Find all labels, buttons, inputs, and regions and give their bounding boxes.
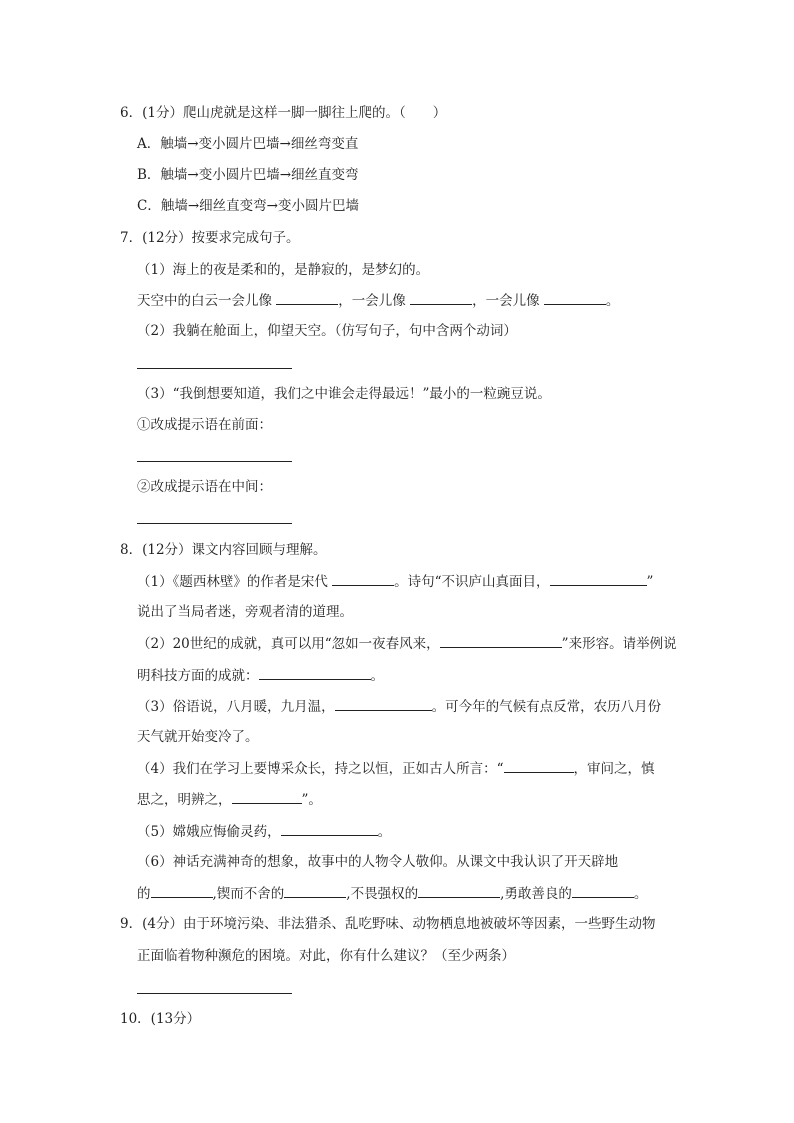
q8-p3-text-a: （3）俗语说，八月暖，九月温， [137, 699, 335, 715]
q6-option-a[interactable]: A．触墙→变小圆片巴墙→细丝弯变直 [137, 136, 359, 152]
q8-part-2-line-2 [137, 666, 384, 685]
q8-stem: 8．(12分）课文内容回顾与理解。 [120, 542, 327, 558]
q8-p4-text-d: ”。 [301, 792, 322, 808]
q8-p2-text-b: ”来形容。请举例说 [561, 636, 677, 652]
q7-sentence-3-a: ①改成提示语在前面： [137, 417, 272, 433]
q9-stem-line-2: 正面临着物种濒危的困境。对此，你有什么建议？（至少两条） [137, 948, 515, 964]
q7-sentence-2: （2）我躺在舱面上，仰望天空。（仿写句子，句中含两个动词） [137, 323, 517, 339]
q8-p3-blank-1[interactable] [335, 697, 432, 711]
q7-answer-line-2[interactable] [137, 368, 292, 369]
q8-part-3-line-1 [137, 697, 661, 716]
q6-option-c[interactable]: C．触墙→细丝直变弯→变小圆片巴墙 [137, 198, 359, 214]
q8-p3-text-b: 。可今年的气候有点反常，农历八月份 [431, 699, 662, 715]
q8-part-2-line-1 [137, 634, 677, 653]
q7-s1-blank-1[interactable] [276, 291, 338, 305]
q8-p6-blank-3[interactable] [418, 884, 500, 898]
q8-p1-blank-1[interactable] [332, 572, 394, 586]
q8-p1-blank-2[interactable] [550, 572, 647, 586]
q7-sentence-1: （1）海上的夜是柔和的，是静寂的，是梦幻的。 [137, 262, 430, 278]
q7-s1-text-c: ，一会儿像 [472, 293, 540, 309]
q8-p6-blank-2[interactable] [284, 884, 346, 898]
q7-s1-text-b: ，一会儿像 [338, 293, 406, 309]
q8-p4-blank-1[interactable] [504, 759, 574, 773]
q8-part-1-line-1 [137, 572, 653, 591]
q7-sentence-3: （3）“我倒想要知道，我们之中谁会走得最远！”最小的一粒豌豆说。 [137, 386, 551, 402]
q8-p2-text-d: 。 [370, 668, 384, 684]
q8-p6-blank-4[interactable] [572, 884, 634, 898]
q7-answer-line-3b[interactable] [137, 523, 292, 524]
q7-sentence-3-b: ②改成提示语在中间： [137, 479, 272, 495]
q8-part-3-line-2: 天气就开始变冷了。 [137, 729, 259, 745]
q8-p6-text-b: 的 [137, 886, 151, 902]
q8-p4-text-c: 思之，明辨之， [137, 792, 232, 808]
q7-stem: 7．(12分）按要求完成句子。 [120, 230, 300, 246]
q8-p1-text-c: ” [646, 574, 654, 590]
q8-p1-text-a: （1）《题西林壁》的作者是宋代 [137, 574, 328, 590]
q8-part-6-line-2 [137, 884, 647, 903]
q8-p5-text-b: 。 [377, 824, 392, 840]
q8-part-4-line-1 [137, 759, 655, 778]
q8-part-4-line-2 [137, 790, 322, 809]
q7-s1-blank-2[interactable] [410, 291, 472, 305]
q6-option-b[interactable]: B．触墙→变小圆片巴墙→细丝直变弯 [137, 167, 359, 183]
q10-stem: 10．(13分） [120, 1011, 201, 1027]
q6-stem: 6．(1分）爬山虎就是这样一脚一脚往上爬的。（ ） [120, 105, 447, 121]
q8-p2-text-c: 明科技方面的成就： [137, 668, 259, 684]
q8-part-6-line-1: （6）神话充满神奇的想象，故事中的人物令人敬仰。从课文中我认识了开天辟地 [137, 854, 619, 870]
q8-p6-blank-1[interactable] [151, 884, 213, 898]
q8-part-1-line-2: 说出了当局者迷，旁观者清的道理。 [137, 604, 353, 620]
q8-p2-blank-1[interactable] [440, 634, 562, 648]
q8-p5-text-a: （5）嫦娥应悔偷灵药， [137, 824, 281, 840]
q7-s1-blank-3[interactable] [544, 291, 606, 305]
q8-p2-blank-2[interactable] [259, 666, 371, 680]
q8-p4-text-a: （4）我们在学习上要博采众长，持之以恒，正如古人所言：“ [137, 761, 504, 777]
q8-p6-text-c: ,锲而不舍的 [212, 886, 285, 902]
q8-p4-text-b: ，审问之，慎 [573, 761, 655, 777]
q7-sentence-1-fill [137, 291, 619, 310]
q8-p6-text-f: 。 [633, 886, 648, 902]
q8-p1-text-b: 。诗句“不识庐山真面目， [394, 574, 550, 590]
q8-p5-blank-1[interactable] [281, 822, 378, 836]
q8-part-5 [137, 822, 391, 841]
q7-s1-text-d: 。 [605, 293, 620, 309]
q7-s1-text-a: 天空中的白云一会儿像 [137, 293, 272, 309]
q8-p6-text-e: ,勇敢善良的 [500, 886, 572, 902]
q9-answer-line[interactable] [137, 993, 292, 994]
q7-answer-line-3a[interactable] [137, 461, 292, 462]
q8-p6-text-d: ,不畏强权的 [346, 886, 419, 902]
q8-p2-text-a: （2）20世纪的成就，真可以用“忽如一夜春风来， [137, 636, 440, 652]
q8-p4-blank-2[interactable] [232, 790, 302, 804]
q9-stem-line-1: 9．(4分）由于环境污染、非法猎杀、乱吃野味、动物栖息地被破坏等因素，一些野生动物 [120, 916, 656, 932]
